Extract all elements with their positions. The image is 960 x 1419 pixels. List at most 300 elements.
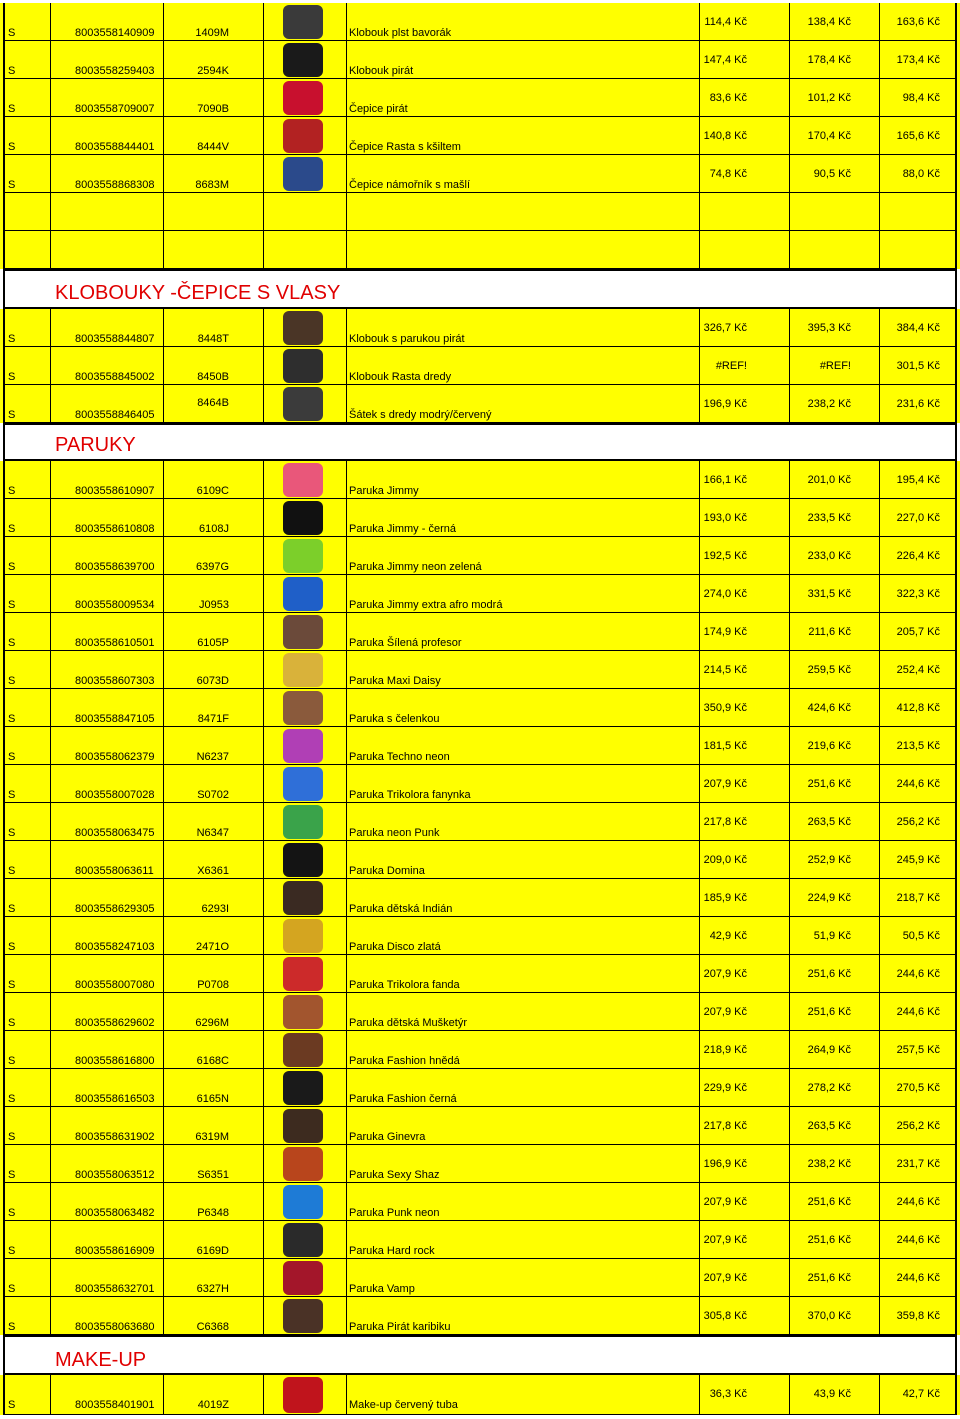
price-3: 384,4 Kč [896, 322, 940, 334]
price-1: 326,7 Kč [703, 322, 747, 334]
section-header [0, 1335, 960, 1375]
status-flag: S [8, 1169, 16, 1181]
price-2: 251,6 Kč [807, 1272, 851, 1284]
ean-code: 8003558610501 [75, 637, 155, 649]
product-code: 8450B [197, 371, 229, 383]
price-3: 227,0 Kč [896, 512, 940, 524]
status-flag: S [8, 713, 16, 725]
ean-code: 8003558610907 [75, 485, 155, 497]
price-1: 207,9 Kč [703, 968, 747, 980]
status-flag: S [8, 751, 16, 763]
grid-cell [879, 231, 957, 269]
section-border [3, 423, 957, 461]
green-afro-thumbnail [283, 539, 323, 573]
product-name: Paruka Šílená profesor [349, 637, 462, 649]
price-2: 233,0 Kč [807, 550, 851, 562]
ean-code: 8003558616503 [75, 1093, 155, 1105]
product-code: 6397G [195, 561, 229, 573]
table-row [0, 993, 960, 1031]
grid-cell [879, 193, 957, 231]
price-3: 256,2 Kč [896, 816, 940, 828]
product-image-cell [263, 841, 346, 879]
price-3: 359,8 Kč [896, 1310, 940, 1322]
price-2: 101,2 Kč [807, 92, 851, 104]
price-3: 244,6 Kč [896, 1234, 940, 1246]
product-name: Klobouk plst bavorák [349, 27, 452, 39]
ean-code: 8003558844807 [75, 333, 155, 345]
table-row [0, 3, 960, 41]
product-image-cell [263, 1375, 346, 1415]
price-3: 270,5 Kč [896, 1082, 940, 1094]
product-image-cell [263, 1145, 346, 1183]
ean-code: 8003558616800 [75, 1055, 155, 1067]
table-row [0, 461, 960, 499]
product-code: 6327H [196, 1283, 229, 1295]
product-image-cell [263, 1107, 346, 1145]
price-2: 219,6 Kč [807, 740, 851, 752]
product-code: N6347 [196, 827, 229, 839]
product-image-cell [263, 499, 346, 537]
ean-code: 8003558845002 [75, 371, 155, 383]
product-name: Paruka Fashion hnědá [349, 1055, 460, 1067]
status-flag: S [8, 65, 16, 77]
price-3: 98,4 Kč [902, 92, 940, 104]
price-2: 90,5 Kč [813, 168, 851, 180]
price-2: 238,2 Kč [807, 398, 851, 410]
price-3: 165,6 Kč [896, 130, 940, 142]
product-name: Čepice námořník s mašlí [349, 179, 471, 191]
price-1: 229,9 Kč [703, 1082, 747, 1094]
tricolor-fan-wig-thumbnail [283, 957, 323, 991]
scarf-dreads-thumbnail [283, 387, 323, 421]
product-code: N6237 [196, 751, 229, 763]
grid-cell [346, 231, 699, 269]
price-2: 424,6 Kč [807, 702, 851, 714]
ean-code: 8003558063611 [75, 865, 154, 877]
table-row [0, 1259, 960, 1297]
price-1: 217,8 Kč [703, 1120, 747, 1132]
price-3: 163,6 Kč [896, 16, 940, 28]
product-name: Klobouk Rasta dredy [349, 371, 452, 383]
price-3: 244,6 Kč [896, 1272, 940, 1284]
price-2: 251,6 Kč [807, 778, 851, 790]
grid-cell [163, 193, 263, 231]
product-image-cell [263, 1069, 346, 1107]
section-header [0, 423, 960, 461]
product-name: Make-up červený tuba [349, 1399, 458, 1411]
product-code: 7090B [197, 103, 229, 115]
price-3: 231,6 Kč [896, 398, 940, 410]
product-image-cell [263, 613, 346, 651]
table-row [0, 347, 960, 385]
product-image-cell [263, 917, 346, 955]
punk-wig-thumbnail [283, 805, 323, 839]
ean-code: 8003558007080 [75, 979, 155, 991]
price-1: 36,3 Kč [709, 1388, 747, 1400]
product-code: 6108J [199, 523, 229, 535]
grid-cell [789, 193, 879, 231]
product-code: 8448T [197, 333, 229, 345]
product-code: 6293I [201, 903, 229, 915]
status-flag: S [8, 1399, 16, 1411]
status-flag: S [8, 333, 16, 345]
status-flag: S [8, 27, 16, 39]
price-2: #REF! [819, 360, 851, 372]
status-flag: S [8, 789, 16, 801]
empty-row [0, 193, 960, 231]
status-flag: S [8, 1321, 16, 1333]
price-2: 259,5 Kč [807, 664, 851, 676]
status-flag: S [8, 1283, 16, 1295]
product-name: Paruka dětská Mušketýr [349, 1017, 467, 1029]
grid-cell [50, 231, 163, 269]
price-1: 350,9 Kč [703, 702, 747, 714]
price-2: 178,4 Kč [807, 54, 851, 66]
grid-cell [263, 231, 346, 269]
brown-wig-thumbnail [283, 1033, 323, 1067]
product-name: Klobouk pirát [349, 65, 414, 77]
status-flag: S [8, 637, 16, 649]
product-name: Paruka Jimmy neon zelená [349, 561, 482, 573]
table-row [0, 575, 960, 613]
afro-wigs-thumbnail [283, 463, 323, 497]
grid-cell [3, 231, 50, 269]
product-name: Klobouk s parukou pirát [349, 333, 465, 345]
table-row [0, 1145, 960, 1183]
product-code: 2471O [195, 941, 229, 953]
price-2: 264,9 Kč [807, 1044, 851, 1056]
status-flag: S [8, 561, 16, 573]
product-image-cell [263, 537, 346, 575]
product-image-cell [263, 651, 346, 689]
ean-code: 8003558610808 [75, 523, 155, 535]
grid-cell [163, 231, 263, 269]
pirate-wig-hat-thumbnail [283, 311, 323, 345]
hardrock-wig-thumbnail [283, 1223, 323, 1257]
price-2: 201,0 Kč [807, 474, 851, 486]
product-image-cell [263, 41, 346, 79]
rasta-hat-thumbnail [283, 349, 323, 383]
price-2: 170,4 Kč [807, 130, 851, 142]
ean-code: 8003558007028 [75, 789, 155, 801]
price-3: 245,9 Kč [896, 854, 940, 866]
table-row [0, 155, 960, 193]
price-1: 166,1 Kč [703, 474, 747, 486]
section-title: MAKE-UP [55, 1349, 147, 1371]
product-code: P0708 [197, 979, 229, 991]
product-name: Čepice pirát [349, 103, 408, 115]
price-2: 238,2 Kč [807, 1158, 851, 1170]
price-1: 196,9 Kč [703, 398, 747, 410]
price-1: 42,9 Kč [709, 930, 747, 942]
price-3: 231,7 Kč [896, 1158, 940, 1170]
product-code: 8464B [197, 397, 229, 409]
table-row [0, 727, 960, 765]
price-1: 209,0 Kč [703, 854, 747, 866]
product-code: S6351 [197, 1169, 229, 1181]
ginevra-wig-thumbnail [283, 1109, 323, 1143]
product-code: 6105P [197, 637, 229, 649]
price-1: 305,8 Kč [703, 1310, 747, 1322]
price-1: 114,4 Kč [704, 16, 747, 28]
price-2: 233,5 Kč [807, 512, 851, 524]
table-row [0, 1375, 960, 1415]
table-row [0, 879, 960, 917]
ean-code: 8003558401901 [75, 1399, 155, 1411]
ean-code: 8003558709007 [75, 103, 155, 115]
price-2: 51,9 Kč [813, 930, 851, 942]
price-1: #REF! [715, 360, 747, 372]
product-image-cell [263, 765, 346, 803]
price-3: 50,5 Kč [902, 930, 940, 942]
grid-cell [699, 231, 789, 269]
price-3: 301,5 Kč [896, 360, 940, 372]
ean-code: 8003558632701 [75, 1283, 155, 1295]
table-row [0, 41, 960, 79]
product-image-cell [263, 3, 346, 41]
product-image-cell [263, 1031, 346, 1069]
section-title: PARUKY [55, 434, 136, 456]
price-1: 192,5 Kč [703, 550, 747, 562]
status-flag: S [8, 827, 16, 839]
product-code: 8683M [195, 179, 229, 191]
product-image-cell [263, 461, 346, 499]
status-flag: S [8, 979, 16, 991]
price-2: 43,9 Kč [813, 1388, 851, 1400]
product-image-cell [263, 309, 346, 347]
ean-code: 8003558607303 [75, 675, 155, 687]
product-image-cell [263, 689, 346, 727]
price-3: 226,4 Kč [896, 550, 940, 562]
product-image-cell [263, 803, 346, 841]
price-1: 140,8 Kč [703, 130, 747, 142]
ean-code: 8003558247103 [75, 941, 155, 953]
price-2: 211,6 Kč [808, 626, 851, 638]
price-3: 244,6 Kč [896, 778, 940, 790]
status-flag: S [8, 523, 16, 535]
status-flag: S [8, 1245, 16, 1257]
table-row [0, 1183, 960, 1221]
status-flag: S [8, 1207, 16, 1219]
product-name: Paruka Punk neon [349, 1207, 440, 1219]
ean-code: 8003558629602 [75, 1017, 155, 1029]
product-name: Paruka Trikolora fanynka [349, 789, 471, 801]
product-code: X6361 [197, 865, 229, 877]
price-2: 251,6 Kč [807, 968, 851, 980]
table-row [0, 499, 960, 537]
price-2: 251,6 Kč [807, 1006, 851, 1018]
price-3: 252,4 Kč [896, 664, 940, 676]
product-code: 6168C [196, 1055, 229, 1067]
price-1: 217,8 Kč [703, 816, 747, 828]
ean-code: 8003558140909 [75, 27, 155, 39]
status-flag: S [8, 1131, 16, 1143]
techno-wig-thumbnail [283, 729, 323, 763]
caribbean-wig-thumbnail [283, 1299, 323, 1333]
grid-cell [789, 231, 879, 269]
price-1: 207,9 Kč [703, 1234, 747, 1246]
product-code: 6296M [195, 1017, 229, 1029]
ean-code: 8003558062379 [75, 751, 155, 763]
product-image-cell [263, 117, 346, 155]
price-3: 244,6 Kč [896, 968, 940, 980]
product-image-cell [263, 347, 346, 385]
price-3: 173,4 Kč [896, 54, 940, 66]
product-code: 2594K [197, 65, 229, 77]
status-flag: S [8, 1017, 16, 1029]
product-code: J0953 [199, 599, 229, 611]
product-code: 8471F [197, 713, 229, 725]
price-3: 256,2 Kč [896, 1120, 940, 1132]
price-1: 207,9 Kč [703, 778, 747, 790]
price-2: 331,5 Kč [807, 588, 851, 600]
makeup-tube-thumbnail [283, 1377, 323, 1413]
product-image-cell [263, 1297, 346, 1335]
blue-afro-thumbnail [283, 577, 323, 611]
status-flag: S [8, 941, 16, 953]
product-name: Paruka Sexy Shaz [349, 1169, 440, 1181]
product-image-cell [263, 727, 346, 765]
table-row [0, 651, 960, 689]
product-name: Paruka Jimmy [349, 485, 419, 497]
status-flag: S [8, 865, 16, 877]
price-2: 251,6 Kč [807, 1196, 851, 1208]
section-title: KLOBOUKY -ČEPICE S VLASY [55, 282, 341, 304]
product-code: C6368 [196, 1321, 229, 1333]
product-image-cell [263, 1259, 346, 1297]
gold-wig-thumbnail [283, 919, 323, 953]
black-afro-thumbnail [283, 501, 323, 535]
status-flag: S [8, 409, 16, 421]
product-code: 6319M [195, 1131, 229, 1143]
status-flag: S [8, 903, 16, 915]
ean-code: 8003558009534 [75, 599, 155, 611]
table-row [0, 79, 960, 117]
product-name: Paruka Fashion černá [349, 1093, 457, 1105]
product-code: P6348 [197, 1207, 229, 1219]
grid-cell [346, 193, 699, 231]
product-name: Paruka Maxi Daisy [349, 675, 441, 687]
price-3: 218,7 Kč [896, 892, 940, 904]
tricolor-wig-thumbnail [283, 767, 323, 801]
price-1: 181,5 Kč [703, 740, 747, 752]
ean-code: 8003558847105 [75, 713, 155, 725]
price-1: 74,8 Kč [709, 168, 747, 180]
table-row [0, 537, 960, 575]
musketeer-wig-thumbnail [283, 995, 323, 1029]
product-name: Šátek s dredy modrý/červený [349, 409, 492, 421]
product-code: 4019Z [197, 1399, 229, 1411]
ean-code: 8003558844401 [75, 141, 155, 153]
price-2: 252,9 Kč [807, 854, 851, 866]
price-2: 251,6 Kč [807, 1234, 851, 1246]
price-3: 205,7 Kč [896, 626, 940, 638]
product-name: Paruka Disco zlatá [349, 941, 441, 953]
product-image-cell [263, 575, 346, 613]
grid-cell [699, 193, 789, 231]
product-name: Paruka Jimmy - černá [349, 523, 456, 535]
product-image-cell [263, 993, 346, 1031]
table-row [0, 1031, 960, 1069]
price-1: 196,9 Kč [703, 1158, 747, 1170]
punk-neon-wig-thumbnail [283, 1185, 323, 1219]
product-name: Čepice Rasta s kšiltem [349, 141, 461, 153]
product-code: 1409M [195, 27, 229, 39]
table-row [0, 309, 960, 347]
product-name: Paruka neon Punk [349, 827, 440, 839]
product-name: Paruka Vamp [349, 1283, 415, 1295]
status-flag: S [8, 485, 16, 497]
table-row [0, 1221, 960, 1259]
table-row [0, 917, 960, 955]
price-1: 207,9 Kč [703, 1272, 747, 1284]
ean-code: 8003558631902 [75, 1131, 155, 1143]
table-row [0, 765, 960, 803]
price-3: 195,4 Kč [896, 474, 940, 486]
product-code: 8444V [197, 141, 229, 153]
section-header [0, 269, 960, 309]
row-divider [3, 1414, 957, 1415]
bandana-thumbnail [283, 81, 323, 115]
product-image-cell [263, 955, 346, 993]
professor-wig-thumbnail [283, 615, 323, 649]
table-row [0, 1297, 960, 1335]
price-3: 42,7 Kč [902, 1388, 940, 1400]
price-1: 174,9 Kč [703, 626, 747, 638]
product-image-cell [263, 79, 346, 117]
table-row [0, 803, 960, 841]
product-code: 6169D [196, 1245, 229, 1257]
price-1: 207,9 Kč [703, 1006, 747, 1018]
domina-wig-thumbnail [283, 843, 323, 877]
status-flag: S [8, 675, 16, 687]
ean-code: 8003558846405 [75, 409, 155, 421]
status-flag: S [8, 141, 16, 153]
product-name: Paruka Techno neon [349, 751, 450, 763]
price-1: 193,0 Kč [703, 512, 747, 524]
indian-wig-thumbnail [283, 881, 323, 915]
ean-code: 8003558259403 [75, 65, 155, 77]
pirate-hat-thumbnail [283, 43, 323, 77]
status-flag: S [8, 179, 16, 191]
product-name: Paruka Jimmy extra afro modrá [349, 599, 503, 611]
table-row [0, 613, 960, 651]
table-row [0, 117, 960, 155]
product-name: Paruka s čelenkou [349, 713, 440, 725]
empty-row [0, 231, 960, 269]
price-1: 274,0 Kč [703, 588, 747, 600]
table-row [0, 841, 960, 879]
price-2: 395,3 Kč [807, 322, 851, 334]
price-1: 83,6 Kč [709, 92, 747, 104]
ean-code: 8003558639700 [75, 561, 155, 573]
table-row [0, 1107, 960, 1145]
price-2: 370,0 Kč [807, 1310, 851, 1322]
ean-code: 8003558063512 [75, 1169, 155, 1181]
price-3: 322,3 Kč [896, 588, 940, 600]
shaz-wig-thumbnail [283, 1147, 323, 1181]
price-2: 263,5 Kč [807, 1120, 851, 1132]
price-3: 244,6 Kč [896, 1196, 940, 1208]
ean-code: 8003558868308 [75, 179, 155, 191]
product-image-cell [263, 1221, 346, 1259]
price-3: 88,0 Kč [902, 168, 940, 180]
price-1: 147,4 Kč [703, 54, 747, 66]
price-2: 263,5 Kč [807, 816, 851, 828]
status-flag: S [8, 103, 16, 115]
status-flag: S [8, 371, 16, 383]
daisy-wig-thumbnail [283, 653, 323, 687]
